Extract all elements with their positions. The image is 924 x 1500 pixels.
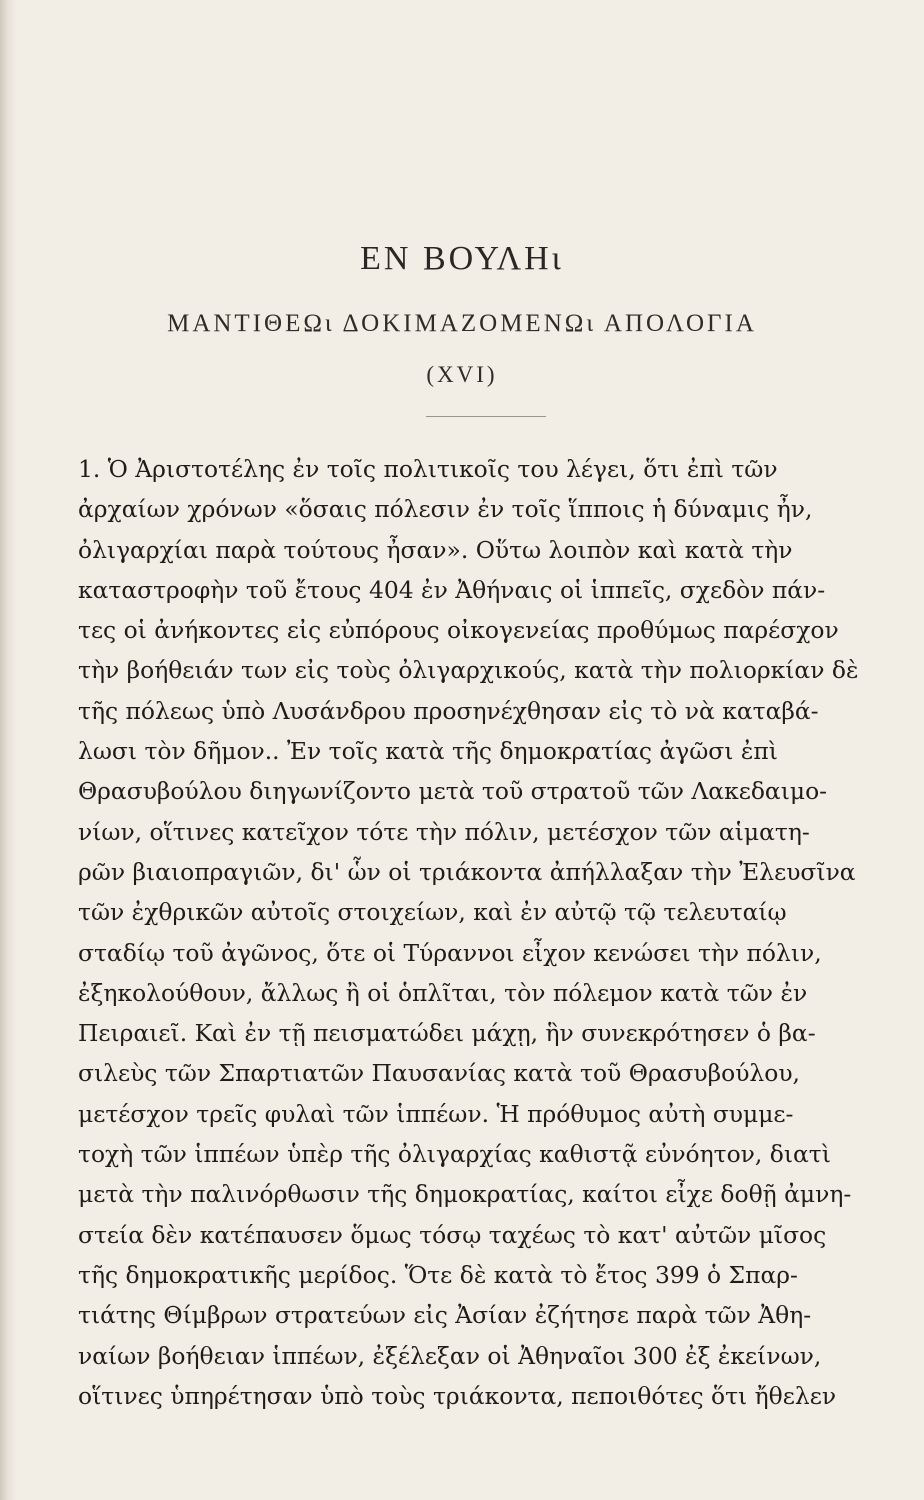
text-line: τοχὴ τῶν ἱππέων ὑπὲρ τῆς ὀλιγαρχίας καθιστᾷ εὐνόητον, διατὶ	[78, 1140, 831, 1169]
text-line: ρῶν βιαιοπραγιῶν, δι' ὧν οἱ τριάκοντα ἀπήλλαξαν τὴν Ἐλευσῖνα	[78, 857, 856, 886]
text-line: τῶν ἐχθρικῶν αὐτοῖς στοιχείων, καὶ ἐν αὐτῷ τῷ τελευταίῳ	[78, 898, 787, 927]
text-line: νίων, οἵτινες κατεῖχον τότε τὴν πόλιν, μετέσχον τῶν αἱματη-	[78, 817, 810, 846]
text-line: σταδίῳ τοῦ ἀγῶνος, ὅτε οἱ Τύραννοι εἶχον κενώσει τὴν πόλιν,	[78, 938, 822, 967]
text-line: τῆς πόλεως ὑπὸ Λυσάνδρου προσηνέχθησαν εἰς τὸ νὰ καταβά-	[78, 696, 819, 725]
text-line: ναίων βοήθειαν ἱππέων, ἐξέλεξαν οἱ Ἀθηναῖοι 300 ἐξ ἐκείνων,	[78, 1341, 822, 1370]
text-line: λωσι τὸν δῆμον.. Ἐν τοῖς κατὰ τῆς δημοκρατίας ἀγῶσι ἐπὶ	[78, 737, 778, 766]
body-text	[78, 449, 880, 1416]
text-line: τὴν βοήθειάν των εἰς τοὺς ὀλιγαρχικούς, κατὰ τὴν πολιορκίαν δὲ	[78, 656, 859, 685]
page-subtitle: ΜΑΝΤΙΘΕΩι ΔΟΚΙΜΑΖΟΜΕΝΩι ΑΠΟΛΟΓΙΑ	[167, 310, 757, 337]
text-line: στεία δὲν κατέπαυσεν ὅμως τόσῳ ταχέως τὸ κατ' αὐτῶν μῖσος	[78, 1220, 827, 1249]
text-line: 1. Ὁ Ἀριστοτέλης ἐν τοῖς πολιτικοῖς του λέγει, ὅτι ἐπὶ τῶν	[78, 455, 778, 483]
text-line: μετέσχον τρεῖς φυλαὶ τῶν ἱππέων. Ἡ πρόθυμος αὐτὴ συμμε-	[78, 1099, 794, 1128]
text-line: σιλεὺς τῶν Σπαρτιατῶν Παυσανίας κατὰ τοῦ Θρασυβούλου,	[78, 1059, 800, 1088]
text-line: μετὰ τὴν παλινόρθωσιν τῆς δημοκρατίας, καίτοι εἶχε δοθῇ ἀμνη-	[78, 1180, 852, 1209]
text-line: τες οἱ ἀνήκοντες εἰς εὐπόρους οἰκογενείας προθύμως παρέσχον	[78, 616, 839, 645]
text-line: οἵτινες ὑπηρέτησαν ὑπὸ τοὺς τριάκοντα, πεποιθότες ὅτι ἤθελεν	[78, 1381, 837, 1410]
page-edge	[0, 0, 14, 1500]
text-line: Πειραιεῖ. Καὶ ἐν τῇ πεισματώδει μάχῃ, ἣν συνεκρότησεν ὁ βα-	[78, 1019, 816, 1048]
text-line: καταστροφὴν τοῦ ἔτους 404 ἐν Ἀθήναις οἱ ἱππεῖς, σχεδὸν πάν-	[78, 575, 826, 604]
text-line: ἀρχαίων χρόνων «ὅσαις πόλεσιν ἐν τοῖς ἵπποις ἡ δύναμις ἦν,	[78, 495, 813, 524]
text-line: τῆς δημοκρατικῆς μερίδος. Ὅτε δὲ κατὰ τὸ ἔτος 399 ὁ Σπαρ-	[78, 1260, 798, 1289]
text-line: ὀλιγαρχίαι παρὰ τούτους ἦσαν». Οὕτω λοιπὸν καὶ κατὰ τὴν	[78, 535, 793, 564]
chapter-numeral: (XVI)	[426, 362, 498, 387]
text-line: ἐξηκολούθουν, ἄλλως ἢ οἱ ὁπλῖται, τὸν πόλεμον κατὰ τῶν ἐν	[78, 978, 808, 1007]
divider-rule	[426, 416, 546, 417]
text-line: Θρασυβούλου διηγωνίζοντο μετὰ τοῦ στρατοῦ τῶν Λακεδαιμο-	[78, 777, 828, 806]
page-title: ΕΝ ΒΟΥΛΗι	[360, 240, 564, 277]
text-line: τιάτης Θίμβρων στρατεύων εἰς Ἀσίαν ἐζήτησε παρὰ τῶν Ἀθη-	[78, 1301, 812, 1330]
